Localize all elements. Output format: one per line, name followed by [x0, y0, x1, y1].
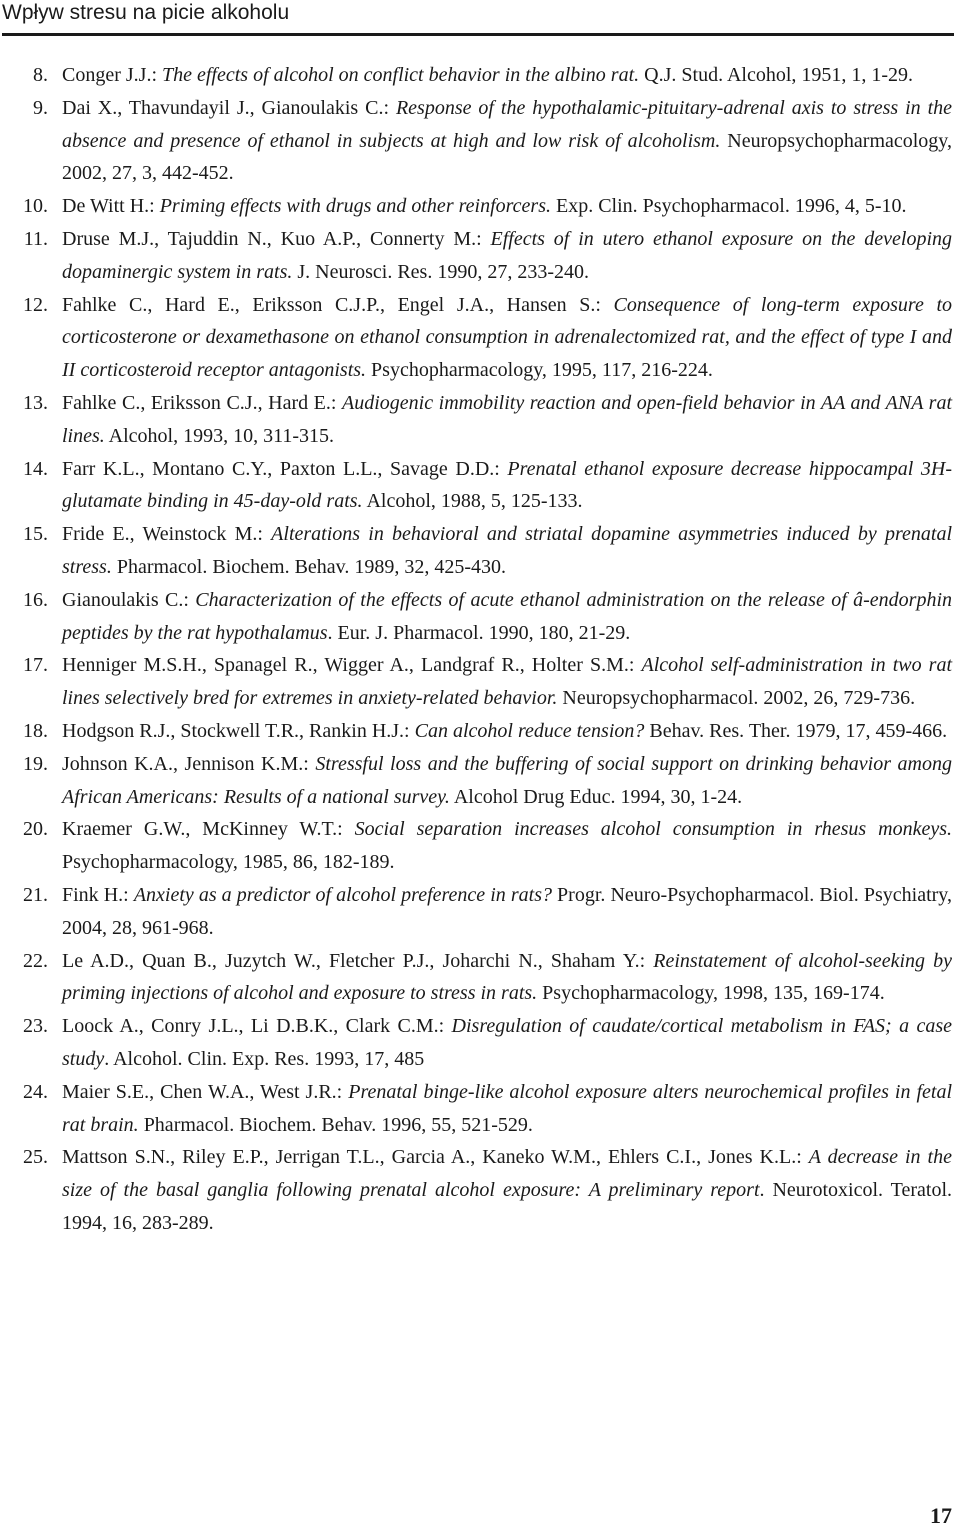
- reference-number: 11.: [23, 227, 48, 250]
- reference-source: Q.J. Stud. Alcohol, 1951, 1, 1-29.: [639, 64, 914, 86]
- reference-title: Response of the hypothalamic-pituitary-adrenal axis to stress in the absence and presence of ethanol in subjects at high and low risk of alcoholism.: [62, 96, 953, 152]
- reference-title: Social separation increases alcohol consumption in rhesus monkeys.: [354, 818, 953, 841]
- reference-authors: Fahlke C., Hard E., Eriksson C.J.P., Engel J.A., Hansen S.:: [62, 293, 614, 316]
- reference-item: [0, 453, 960, 519]
- reference-title: Can alcohol reduce tension?: [414, 719, 645, 742]
- reference-item: [0, 945, 960, 1011]
- reference-title: Effects of in utero ethanol exposure on the developing dopaminergic system in rats.: [62, 227, 953, 283]
- reference-item: [0, 715, 960, 748]
- reference-title: Alterations in behavioral and striatal dopamine asymmetries induced by prenatal stress.: [62, 523, 952, 578]
- reference-item: [0, 1141, 960, 1239]
- reference-authors: Conger J.J.:: [62, 64, 162, 86]
- reference-item: [0, 1076, 960, 1142]
- reference-item: [0, 1010, 960, 1076]
- reference-authors: Hodgson R.J., Stockwell T.R., Rankin H.J.:: [62, 719, 415, 742]
- reference-source: Psychopharmacology, 1995, 117, 216-224.: [366, 359, 713, 382]
- reference-number: 14.: [23, 457, 48, 480]
- reference-authors: Mattson S.N., Riley E.P., Jerrigan T.L., Garcia A., Kaneko W.M., Ehlers C.I., Jones K.L.:: [62, 1146, 809, 1169]
- reference-number: 18.: [23, 719, 48, 742]
- reference-number: 17.: [23, 654, 48, 677]
- reference-title: Stressful loss and the buffering of social support on drinking behavior among African Americans: Results of a national survey.: [62, 752, 952, 808]
- reference-authors: Druse M.J., Tajuddin N., Kuo A.P., Connerty M.:: [62, 227, 491, 250]
- reference-item: [0, 59, 960, 92]
- reference-item: [0, 748, 960, 814]
- page-number: 17: [930, 1503, 952, 1528]
- reference-item: [0, 813, 960, 879]
- reference-authors: Le A.D., Quan B., Juzytch W., Fletcher P.J., Joharchi N., Shaham Y.:: [62, 949, 654, 972]
- reference-source: . Alcohol. Clin. Exp. Res. 1993, 17, 485: [104, 1047, 425, 1070]
- reference-item: [0, 518, 960, 584]
- reference-source: Progr. Neuro-Psychopharmacol. Biol. Psychiatry, 2004, 28, 961-968.: [62, 883, 953, 939]
- running-header: [2, 0, 954, 36]
- reference-number: 10.: [23, 195, 48, 218]
- reference-number: 21.: [23, 883, 48, 906]
- reference-source: Exp. Clin. Psychopharmacol. 1996, 4, 5-10.: [551, 195, 907, 218]
- running-header-title: Wpływ stresu na picie alkoholu: [2, 1, 290, 24]
- reference-authors: Kraemer G.W., McKinney W.T.:: [62, 818, 355, 841]
- reference-source: Neuropsychopharmacology, 2002, 27, 3, 442-452.: [62, 129, 953, 185]
- reference-authors: Fink H.:: [62, 883, 134, 906]
- reference-source: Alcohol, 1993, 10, 311-315.: [104, 424, 335, 447]
- reference-source: . Eur. J. Pharmacol. 1990, 180, 21-29.: [327, 621, 631, 644]
- reference-number: 15.: [23, 523, 48, 546]
- reference-title: Alcohol self-administration in two rat lines selectively bred for extremes in anxiety-related behavior.: [62, 654, 953, 710]
- reference-item: [0, 649, 960, 715]
- reference-number: 9.: [33, 96, 48, 119]
- reference-number: 12.: [23, 293, 48, 316]
- reference-number: 13.: [23, 391, 48, 414]
- reference-title: Reinstatement of alcohol-seeking by priming injections of alcohol and exposure to stress in rats.: [62, 949, 952, 1005]
- reference-title: A decrease in the size of the basal ganglia following prenatal alcohol exposure: A preliminary report: [62, 1146, 952, 1202]
- reference-title: Prenatal binge-like alcohol exposure alters neurochemical profiles in fetal rat brain.: [62, 1080, 952, 1136]
- reference-source: Alcohol, 1988, 5, 125-133.: [362, 490, 583, 513]
- reference-item: [0, 387, 960, 453]
- reference-authors: Farr K.L., Montano C.Y., Paxton L.L., Savage D.D.:: [62, 457, 508, 480]
- reference-number: 23.: [23, 1015, 48, 1038]
- reference-source: Neuropsychopharmacol. 2002, 26, 729-736.: [557, 687, 916, 710]
- reference-authors: Johnson K.A., Jennison K.M.:: [62, 752, 316, 775]
- reference-item: [0, 92, 960, 190]
- reference-item: [0, 879, 960, 945]
- reference-authors: Gianoulakis C.:: [62, 588, 196, 611]
- reference-title: Audiogenic immobility reaction and open-field behavior in AA and ANA rat lines.: [62, 391, 952, 447]
- reference-item: [0, 289, 960, 387]
- reference-title: Consequence of long-term exposure to corticosterone or dexamethasone on ethanol consumption in adrenalectomized rat, and the effect of type I and II corticosteroid receptor antagonists.: [62, 293, 953, 382]
- reference-item: [0, 584, 960, 650]
- reference-source: J. Neurosci. Res. 1990, 27, 233-240.: [292, 260, 589, 283]
- reference-number: 19.: [23, 752, 48, 775]
- reference-number: 8.: [33, 64, 48, 86]
- reference-title: Prenatal ethanol exposure decrease hippocampal 3H-glutamate binding in 45-day-old rats.: [62, 457, 953, 513]
- reference-authors: Maier S.E., Chen W.A., West J.R.:: [62, 1080, 349, 1103]
- reference-authors: Fride E., Weinstock M.:: [62, 523, 272, 546]
- reference-authors: Henniger M.S.H., Spanagel R., Wigger A., Landgraf R., Holter S.M.:: [62, 654, 642, 677]
- reference-title: Disregulation of caudate/cortical metabolism in FAS; a case study: [62, 1015, 952, 1070]
- reference-number: 25.: [23, 1146, 48, 1169]
- reference-number: 16.: [23, 588, 48, 611]
- reference-item: [0, 223, 960, 289]
- reference-source: Pharmacol. Biochem. Behav. 1996, 55, 521-529.: [138, 1113, 533, 1136]
- reference-number: 20.: [23, 818, 48, 841]
- reference-source: Alcohol Drug Educ. 1994, 30, 1-24.: [449, 785, 743, 808]
- reference-source: . Neurotoxicol. Teratol. 1994, 16, 283-289.: [62, 1179, 952, 1234]
- reference-list: [0, 59, 960, 1240]
- reference-title: The effects of alcohol on conflict behavior in the albino rat.: [162, 64, 640, 86]
- reference-source: Behav. Res. Ther. 1979, 17, 459-466.: [644, 719, 948, 742]
- reference-title: Priming effects with drugs and other reinforcers.: [159, 195, 551, 218]
- reference-source: Psychopharmacology, 1998, 135, 169-174.: [537, 982, 885, 1005]
- reference-source: Pharmacol. Biochem. Behav. 1989, 32, 425-430.: [111, 555, 507, 578]
- reference-number: 22.: [23, 949, 48, 972]
- reference-authors: Dai X., Thavundayil J., Gianoulakis C.:: [62, 96, 396, 119]
- reference-number: 24.: [23, 1080, 48, 1103]
- reference-source: Psychopharmacology, 1985, 86, 182-189.: [62, 851, 395, 874]
- reference-item: [0, 190, 960, 223]
- reference-authors: De Witt H.:: [62, 195, 160, 218]
- reference-authors: Fahlke C., Eriksson C.J., Hard E.:: [62, 391, 343, 414]
- reference-authors: Loock A., Conry J.L., Li D.B.K., Clark C.M.:: [62, 1015, 452, 1038]
- reference-title: Characterization of the effects of acute ethanol administration on the release of â-endorphin peptides by the rat hypothalamus: [62, 588, 953, 644]
- reference-title: Anxiety as a predictor of alcohol preference in rats?: [133, 883, 552, 906]
